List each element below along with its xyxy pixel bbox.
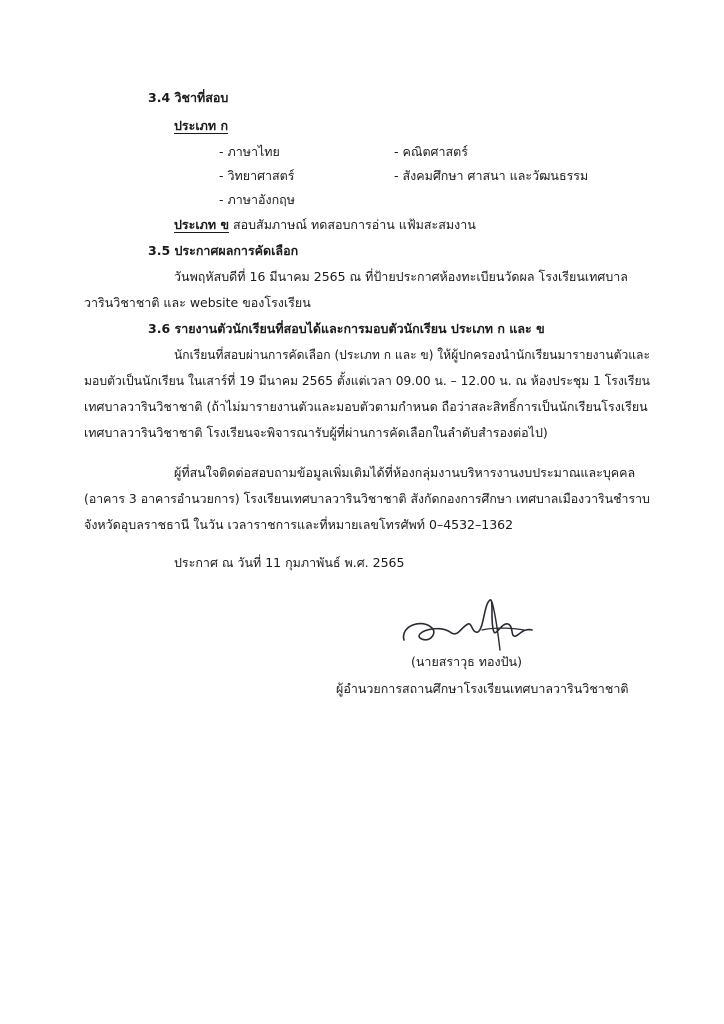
contact-line: (อาคาร 3 อาคารอำนวยการ) โรงเรียนเทศบาลวารินวิชาชาติ สังกัดกองการศึกษา เทศบาลเมืองวารินชำราบ [84,491,650,506]
contact-line: จังหวัดอุบลราชธานี ในวัน เวลาราชการและที่หมายเลขโทรศัพท์ 0–4532–1362 [84,517,514,532]
subject-math: - คณิตศาสตร์ [394,144,468,159]
contact-line: ผู้ที่สนใจติดต่อสอบถามข้อมูลเพิ่มเติมได้ที่ห้องกลุ่มงานบริหารงานงบประมาณและบุคคล [174,465,636,480]
subject-english: - ภาษาอังกฤษ [219,192,295,207]
type-b-text: สอบสัมภาษณ์ ทดสอบการอ่าน แฟ้มสะสมงาน [229,217,476,232]
section-3-5-heading: 3.5 ประกาศผลการคัดเลือก [148,243,299,258]
section-3-5-line: วารินวิชาชาติ และ website ของโรงเรียน [84,295,311,310]
subject-science: - วิทยาศาสตร์ [219,168,295,183]
subject-social-studies: - สังคมศึกษา ศาสนา และวัฒนธรรม [394,168,589,183]
section-3-6-heading: 3.6 รายงานตัวนักเรียนที่สอบได้และการมอบตัวนักเรียน ประเภท ก และ ข [148,321,545,336]
type-a-label: ประเภท ก [174,118,229,133]
announcement-date: ประกาศ ณ วันที่ 11 กุมภาพันธ์ พ.ศ. 2565 [174,555,405,570]
signature-image [398,594,546,660]
section-3-4-heading: 3.4 วิชาที่สอบ [148,90,229,105]
section-3-5-line: วันพฤหัสบดีที่ 16 มีนาคม 2565 ณ ที่ป้ายประกาศห้องทะเบียนวัดผล โรงเรียนเทศบาล [174,269,628,284]
section-3-6-line: มอบตัวเป็นนักเรียน ในเสาร์ที่ 19 มีนาคม 2565 ตั้งแต่เวลา 09.00 น. – 12.00 น. ณ ห้องประชุม 1 โรงเรียน [84,373,651,388]
section-3-6-line: นักเรียนที่สอบผ่านการคัดเลือก (ประเภท ก และ ข) ให้ผู้ปกครองนำนักเรียนมารายงานตัวและ [174,347,650,362]
section-3-6-line: เทศบาลวารินวิชาชาติ โรงเรียนจะพิจารณารับผู้ที่ผ่านการคัดเลือกในลำดับสำรองต่อไป) [84,425,548,440]
signer-position: ผู้อำนวยการสถานศึกษาโรงเรียนเทศบาลวารินวิชาชาติ [336,681,629,696]
signer-name: (นายสราวุธ ทองปัน) [411,654,522,669]
section-3-6-line: เทศบาลวารินวิชาชาติ (ถ้าไม่มารายงานตัวและมอบตัวตามกำหนด ถือว่าสละสิทธิ์การเป็นนักเรียนโรงเรียน [84,399,648,414]
type-b-label: ประเภท ข [174,217,230,232]
type-b-row [174,217,476,233]
subject-thai: - ภาษาไทย [219,144,280,159]
